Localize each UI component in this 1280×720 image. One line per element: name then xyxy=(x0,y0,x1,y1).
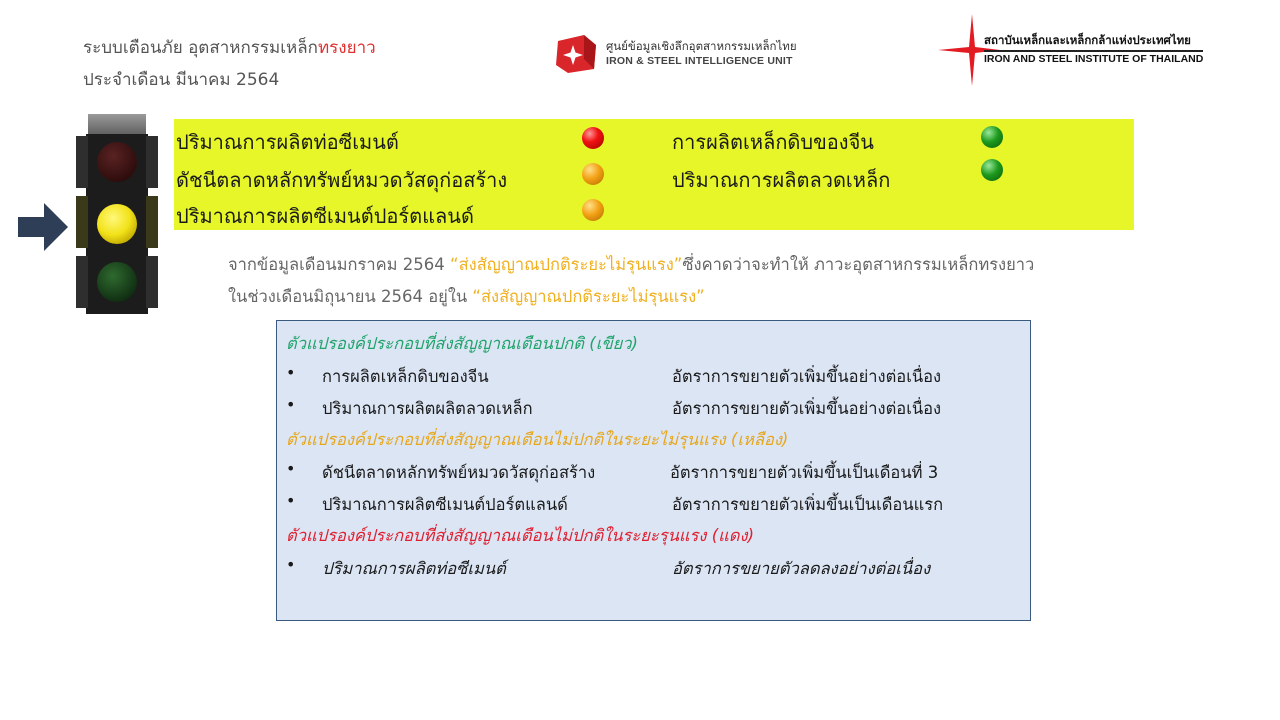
status-dot-orange xyxy=(582,163,604,185)
isiu-name-en: IRON & STEEL INTELLIGENCE UNIT xyxy=(606,55,793,67)
status-dot-green xyxy=(981,159,1003,181)
bullet: • xyxy=(286,363,296,382)
isiu-name-th: ศูนย์ข้อมูลเชิงลึกอุตสาหกรรมเหล็กไทย xyxy=(606,41,797,53)
yellow-category-title: ตัวแปรองค์ประกอบที่ส่งสัญญาณเตือนไม่ปกติในระยะไม่รุนแรง (เหลือง) xyxy=(286,430,789,449)
summary-highlight: “ส่งสัญญาณปกติระยะไม่รุนแรง” xyxy=(472,287,705,306)
red-category-title: ตัวแปรองค์ประกอบที่ส่งสัญญาณเตือนไม่ปกติในระยะรุนแรง (แดง) xyxy=(286,526,755,545)
detail-item-name: ปริมาณการผลิตท่อซีเมนต์ xyxy=(322,559,506,578)
detail-item-name: การผลิตเหล็กดิบของจีน xyxy=(322,367,489,386)
summary-line-1 xyxy=(228,252,1034,278)
yellow-lamp xyxy=(97,204,137,244)
traffic-light xyxy=(76,114,158,316)
indicator-label: ปริมาณการผลิตซีเมนต์ปอร์ตแลนด์ xyxy=(176,204,474,228)
bullet: • xyxy=(286,491,296,510)
detail-item-desc: อัตราการขยายตัวเพิ่มขึ้นอย่างต่อเนื่อง xyxy=(672,367,942,386)
bullet: • xyxy=(286,395,296,414)
report-title-prefix: ระบบเตือนภัย อุตสาหกรรมเหล็ก xyxy=(83,38,318,58)
report-title-status: ทรงยาว xyxy=(317,38,376,58)
indicator-label: การผลิตเหล็กดิบของจีน xyxy=(672,130,874,154)
green-category-title: ตัวแปรองค์ประกอบที่ส่งสัญญาณเตือนปกติ (เขียว) xyxy=(286,334,638,353)
status-dot-orange xyxy=(582,199,604,221)
summary-text: จากข้อมูลเดือนมกราคม 2564 xyxy=(228,255,451,274)
detail-item-name: ปริมาณการผลิตซีเมนต์ปอร์ตแลนด์ xyxy=(322,495,568,514)
isit-name-th: สถาบันเหล็กและเหล็กกล้าแห่งประเทศไทย xyxy=(984,34,1203,52)
detail-item-desc: อัตราการขยายตัวเพิ่มขึ้นเป็นเดือนแรก xyxy=(672,495,944,514)
summary-highlight: “ส่งสัญญาณปกติระยะไม่รุนแรง” xyxy=(450,255,683,274)
bullet: • xyxy=(286,555,296,574)
status-dot-green xyxy=(981,126,1003,148)
isiu-logo xyxy=(554,33,797,75)
detail-item-desc: อัตราการขยายตัวเพิ่มขึ้นเป็นเดือนที่ 3 xyxy=(670,463,939,482)
report-period: ประจำเดือน มีนาคม 2564 xyxy=(83,70,280,90)
summary-text: ในช่วงเดือนมิถุนายน 2564 อยู่ใน xyxy=(228,287,473,306)
indicator-label: ปริมาณการผลิตท่อซีเมนต์ xyxy=(176,130,399,154)
report-title xyxy=(83,34,376,61)
bullet: • xyxy=(286,459,296,478)
indicator-label: ดัชนีตลาดหลักทรัพย์หมวดวัสดุก่อสร้าง xyxy=(176,168,508,192)
isit-name-en: IRON AND STEEL INSTITUTE OF THAILAND xyxy=(984,52,1204,65)
summary-text: ซึ่งคาดว่าจะทำให้ ภาวะอุตสาหกรรมเหล็กทรงยาว xyxy=(682,255,1035,274)
status-dot-red xyxy=(582,127,604,149)
isit-logo xyxy=(938,14,1203,86)
red-lamp xyxy=(97,142,137,182)
detail-item-desc: อัตราการขยายตัวลดลงอย่างต่อเนื่อง xyxy=(672,559,931,578)
detail-item-name: ปริมาณการผลิตผลิตลวดเหล็ก xyxy=(322,399,533,418)
isiu-cube-icon xyxy=(554,33,598,75)
green-lamp xyxy=(97,262,137,302)
indicator-label: ปริมาณการผลิตลวดเหล็ก xyxy=(672,168,891,192)
detail-item-name: ดัชนีตลาดหลักทรัพย์หมวดวัสดุก่อสร้าง xyxy=(322,463,596,482)
summary-line-2 xyxy=(228,284,705,310)
arrow-right-icon xyxy=(18,203,68,251)
detail-item-desc: อัตราการขยายตัวเพิ่มขึ้นอย่างต่อเนื่อง xyxy=(672,399,942,418)
